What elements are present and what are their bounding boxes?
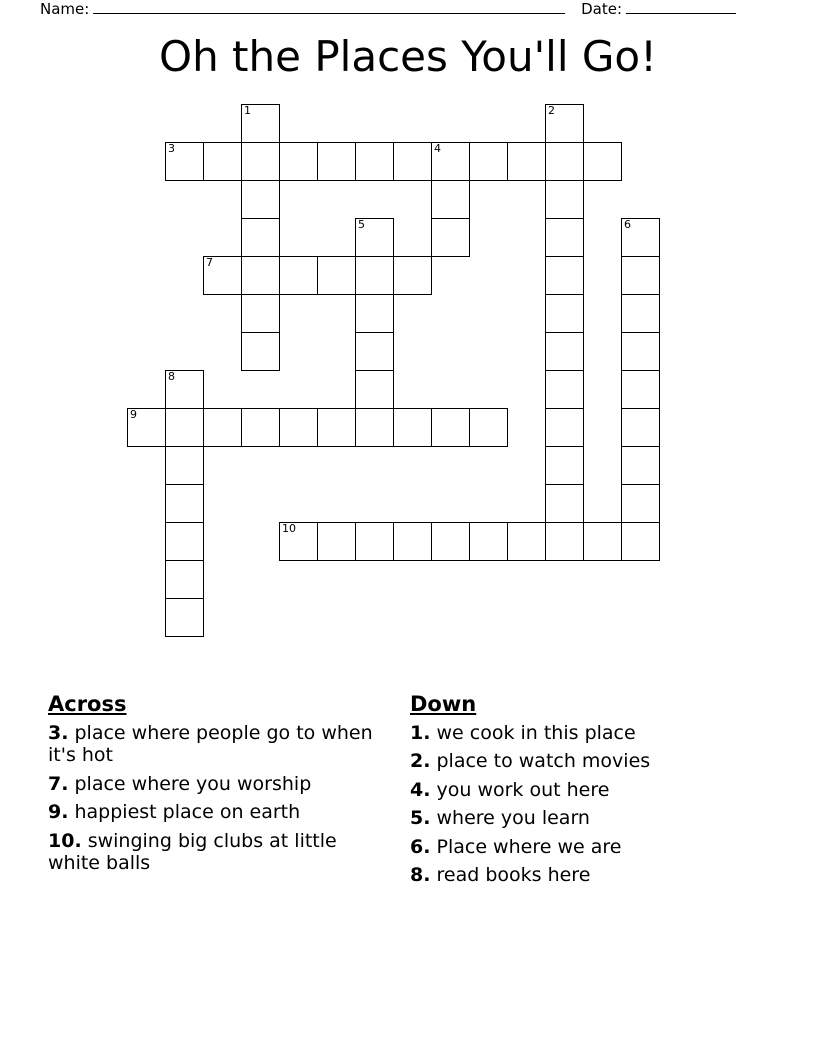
grid-cell[interactable]	[203, 142, 242, 181]
grid-cell[interactable]	[279, 142, 318, 181]
grid-cell[interactable]	[165, 598, 204, 637]
grid-cell[interactable]	[127, 408, 166, 447]
clue-number: 2.	[410, 750, 431, 773]
grid-cell[interactable]	[165, 446, 204, 485]
grid-cell[interactable]	[317, 522, 356, 561]
grid-cell[interactable]	[241, 294, 280, 333]
grid-cell[interactable]	[279, 522, 318, 561]
clue-text: place to watch movies	[430, 750, 651, 773]
clue-item	[48, 773, 393, 795]
grid-cell-number: 5	[358, 218, 365, 231]
grid-cell[interactable]	[165, 522, 204, 561]
grid-cell[interactable]	[621, 522, 660, 561]
grid-cell[interactable]	[241, 332, 280, 371]
date-label: Date:	[581, 0, 622, 18]
grid-cell[interactable]	[621, 484, 660, 523]
clue-item	[410, 750, 755, 772]
grid-cell-number: 6	[624, 218, 631, 231]
grid-cell[interactable]	[583, 142, 622, 181]
grid-cell[interactable]	[317, 256, 356, 295]
clue-number: 8.	[410, 864, 431, 887]
grid-cell-number: 9	[130, 408, 137, 421]
grid-cell[interactable]	[355, 142, 394, 181]
clue-item	[48, 722, 393, 767]
grid-cell[interactable]	[621, 218, 660, 257]
clue-text: you work out here	[430, 778, 610, 801]
crossword-grid-container	[0, 104, 816, 664]
clue-number: 10.	[48, 829, 82, 852]
clue-text: swinging big clubs at little white balls	[48, 829, 337, 875]
across-heading: Across	[48, 692, 127, 716]
grid-cell[interactable]	[545, 142, 584, 181]
grid-cell[interactable]	[583, 522, 622, 561]
grid-cell[interactable]	[279, 256, 318, 295]
grid-cell[interactable]	[621, 370, 660, 409]
grid-cell[interactable]	[355, 408, 394, 447]
across-clue-list	[48, 722, 406, 874]
grid-cell-number: 7	[206, 256, 213, 269]
across-column	[48, 692, 406, 892]
grid-cell-number: 2	[548, 104, 555, 117]
grid-cell[interactable]	[355, 522, 394, 561]
grid-cell[interactable]	[545, 256, 584, 295]
grid-cell[interactable]	[431, 180, 470, 219]
clue-item	[410, 836, 755, 858]
clue-number: 1.	[410, 722, 431, 744]
grid-cell[interactable]	[469, 408, 508, 447]
grid-cell[interactable]	[545, 446, 584, 485]
worksheet-header	[40, 0, 740, 24]
name-input-line[interactable]	[93, 13, 565, 14]
clue-number: 5.	[410, 807, 431, 830]
grid-cell[interactable]	[469, 142, 508, 181]
grid-cell[interactable]	[469, 522, 508, 561]
clue-item	[410, 864, 755, 886]
grid-cell[interactable]	[241, 142, 280, 181]
grid-cell[interactable]	[355, 294, 394, 333]
clue-item	[410, 807, 755, 829]
crossword-grid[interactable]	[127, 104, 689, 660]
grid-cell[interactable]	[431, 522, 470, 561]
grid-cell[interactable]	[545, 408, 584, 447]
grid-cell[interactable]	[203, 408, 242, 447]
grid-cell[interactable]	[355, 332, 394, 371]
grid-cell[interactable]	[355, 256, 394, 295]
down-clue-list	[410, 722, 768, 886]
grid-cell[interactable]	[545, 218, 584, 257]
grid-cell[interactable]	[621, 408, 660, 447]
grid-cell[interactable]	[431, 218, 470, 257]
grid-cell[interactable]	[165, 408, 204, 447]
grid-cell[interactable]	[165, 560, 204, 599]
date-input-line[interactable]	[626, 13, 736, 14]
grid-cell[interactable]	[241, 408, 280, 447]
grid-cell[interactable]	[241, 256, 280, 295]
grid-cell[interactable]	[431, 408, 470, 447]
grid-cell[interactable]	[279, 408, 318, 447]
grid-cell[interactable]	[317, 408, 356, 447]
grid-cell[interactable]	[241, 218, 280, 257]
grid-cell[interactable]	[545, 332, 584, 371]
grid-cell[interactable]	[621, 294, 660, 333]
clue-item	[48, 801, 393, 823]
clue-number: 3.	[48, 722, 69, 744]
grid-cell[interactable]	[621, 446, 660, 485]
grid-cell[interactable]	[393, 408, 432, 447]
down-heading: Down	[410, 692, 477, 716]
clue-number: 9.	[48, 801, 69, 824]
clue-text: we cook in this place	[430, 722, 636, 744]
name-label: Name:	[40, 0, 90, 18]
grid-cell[interactable]	[545, 522, 584, 561]
clues-section	[48, 692, 768, 892]
grid-cell[interactable]	[355, 218, 394, 257]
grid-cell[interactable]	[545, 104, 584, 143]
clue-item	[410, 779, 755, 801]
grid-cell[interactable]	[203, 256, 242, 295]
grid-cell[interactable]	[241, 180, 280, 219]
clue-item	[410, 722, 755, 744]
grid-cell[interactable]	[165, 142, 204, 181]
grid-cell-number: 3	[168, 142, 175, 155]
grid-cell[interactable]	[165, 484, 204, 523]
grid-cell[interactable]	[317, 142, 356, 181]
grid-cell-number: 8	[168, 370, 175, 383]
grid-cell[interactable]	[621, 332, 660, 371]
grid-cell[interactable]	[545, 484, 584, 523]
grid-cell[interactable]	[393, 522, 432, 561]
grid-cell[interactable]	[507, 142, 546, 181]
grid-cell[interactable]	[355, 370, 394, 409]
grid-cell[interactable]	[393, 256, 432, 295]
grid-cell-number: 1	[244, 104, 251, 117]
clue-text: happiest place on earth	[68, 801, 301, 824]
clue-item	[48, 830, 393, 875]
grid-cell[interactable]	[507, 522, 546, 561]
page-title: Oh the Places You'll Go!	[159, 32, 657, 81]
grid-cell[interactable]	[545, 370, 584, 409]
grid-cell[interactable]	[621, 256, 660, 295]
grid-cell[interactable]	[165, 370, 204, 409]
grid-cell-number: 4	[434, 142, 441, 155]
clue-text: place where you worship	[68, 772, 312, 795]
down-column	[406, 692, 768, 892]
clue-text: place where people go to when it's hot	[48, 722, 373, 767]
grid-cell-number: 10	[282, 522, 296, 535]
grid-cell[interactable]	[393, 142, 432, 181]
clue-number: 7.	[48, 772, 69, 795]
grid-cell[interactable]	[241, 104, 280, 143]
clue-text: Place where we are	[430, 835, 622, 858]
clue-number: 4.	[410, 778, 431, 801]
clue-number: 6.	[410, 835, 431, 858]
grid-cell[interactable]	[545, 294, 584, 333]
grid-cell[interactable]	[431, 142, 470, 181]
grid-cell[interactable]	[545, 180, 584, 219]
clue-text: where you learn	[430, 807, 590, 830]
clue-text: read books here	[430, 864, 591, 887]
